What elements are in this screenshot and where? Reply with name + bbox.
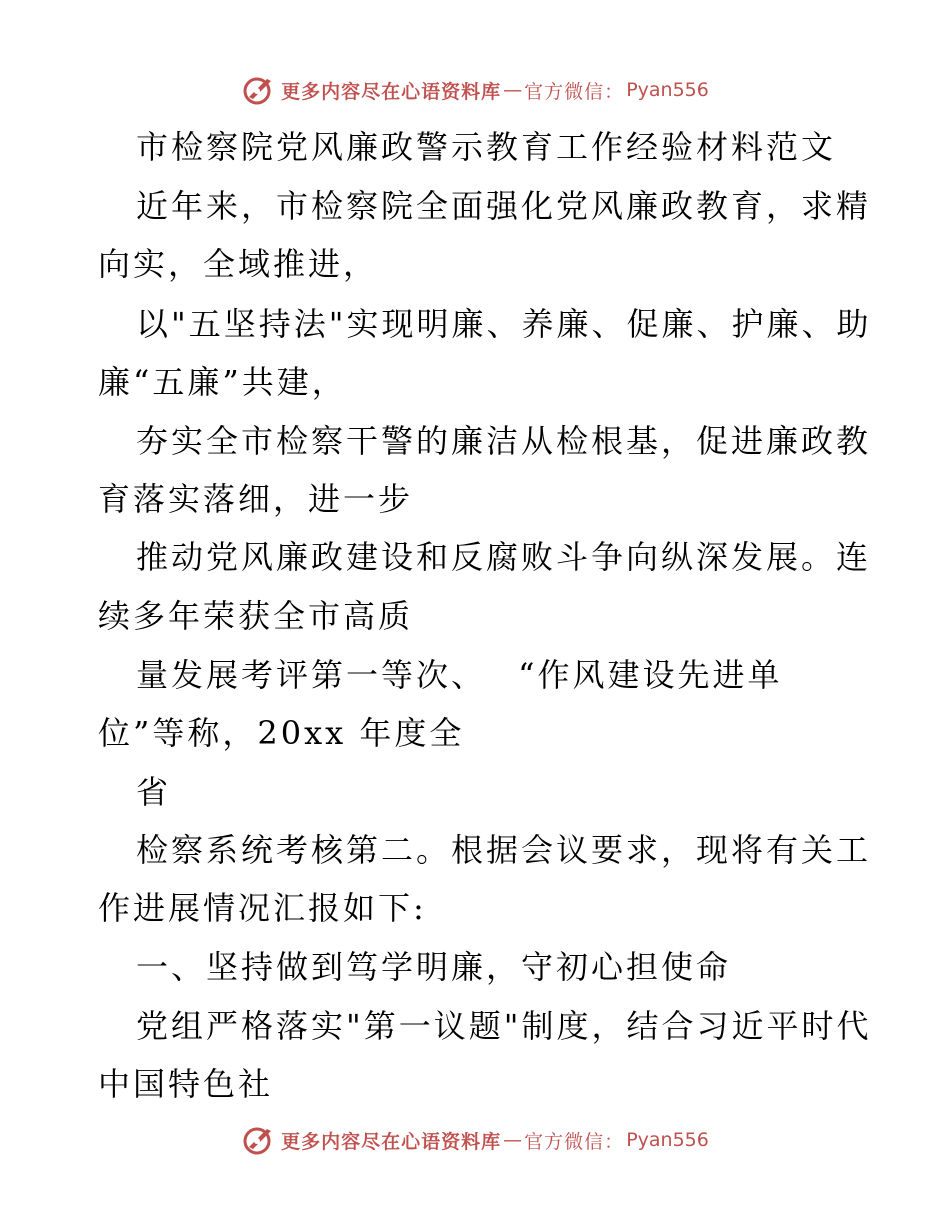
body-line: 量发展考评第一等次、 “作风建设先进单 [136,656,783,694]
banner-dash: — [503,79,523,101]
banner-wechat-id: Pyan556 [626,1129,709,1151]
body-line: 育落实落细，进一步 [98,480,414,518]
quill-circle-icon [241,73,275,107]
body-line: 中国特色社 [98,1065,274,1103]
banner-wechat-id: Pyan556 [626,79,709,101]
banner-wechat-label: 官方微信： [524,1130,625,1153]
banner-main-text: 更多内容尽在心语资料库 [281,80,502,103]
body-line: 以"五坚持法"实现明廉、养廉、促廉、护廉、助 [136,305,872,343]
body-line: 近年来，市检察院全面强化党风廉政教育，求精 [136,187,872,225]
body-line: 作进展情况汇报如下: [98,889,427,927]
banner-wechat-label: 官方微信： [524,80,625,103]
footer-banner [0,1120,950,1160]
body-line: 推动党风廉政建设和反腐败斗争向纵深发展。连 [136,538,872,576]
document-title: 市检察院党风廉政警示教育工作经验材料范文 [136,128,837,166]
quill-circle-icon [241,1123,275,1157]
body-line: 续多年荣获全市高质 [98,597,414,635]
section-heading: 一、坚持做到笃学明廉，守初心担使命 [136,948,732,986]
body-line: 夯实全市检察干警的廉洁从检根基，促进廉政教 [136,422,872,460]
body-line: 省 [136,773,172,811]
body-line: 党组严格落实"第一议题"制度，结合习近平时代 [136,1007,872,1045]
body-line: 向实，全域推进， [98,245,379,283]
body-line: 检察系统考核第二。根据会议要求，现将有关工 [136,831,872,869]
banner-dash: — [503,1129,523,1151]
body-line: 廉“五廉”共建， [98,363,347,401]
header-banner [0,70,950,110]
banner-main-text: 更多内容尽在心语资料库 [281,1130,502,1153]
body-line: 位”等称，20xx 年度全 [98,714,465,752]
